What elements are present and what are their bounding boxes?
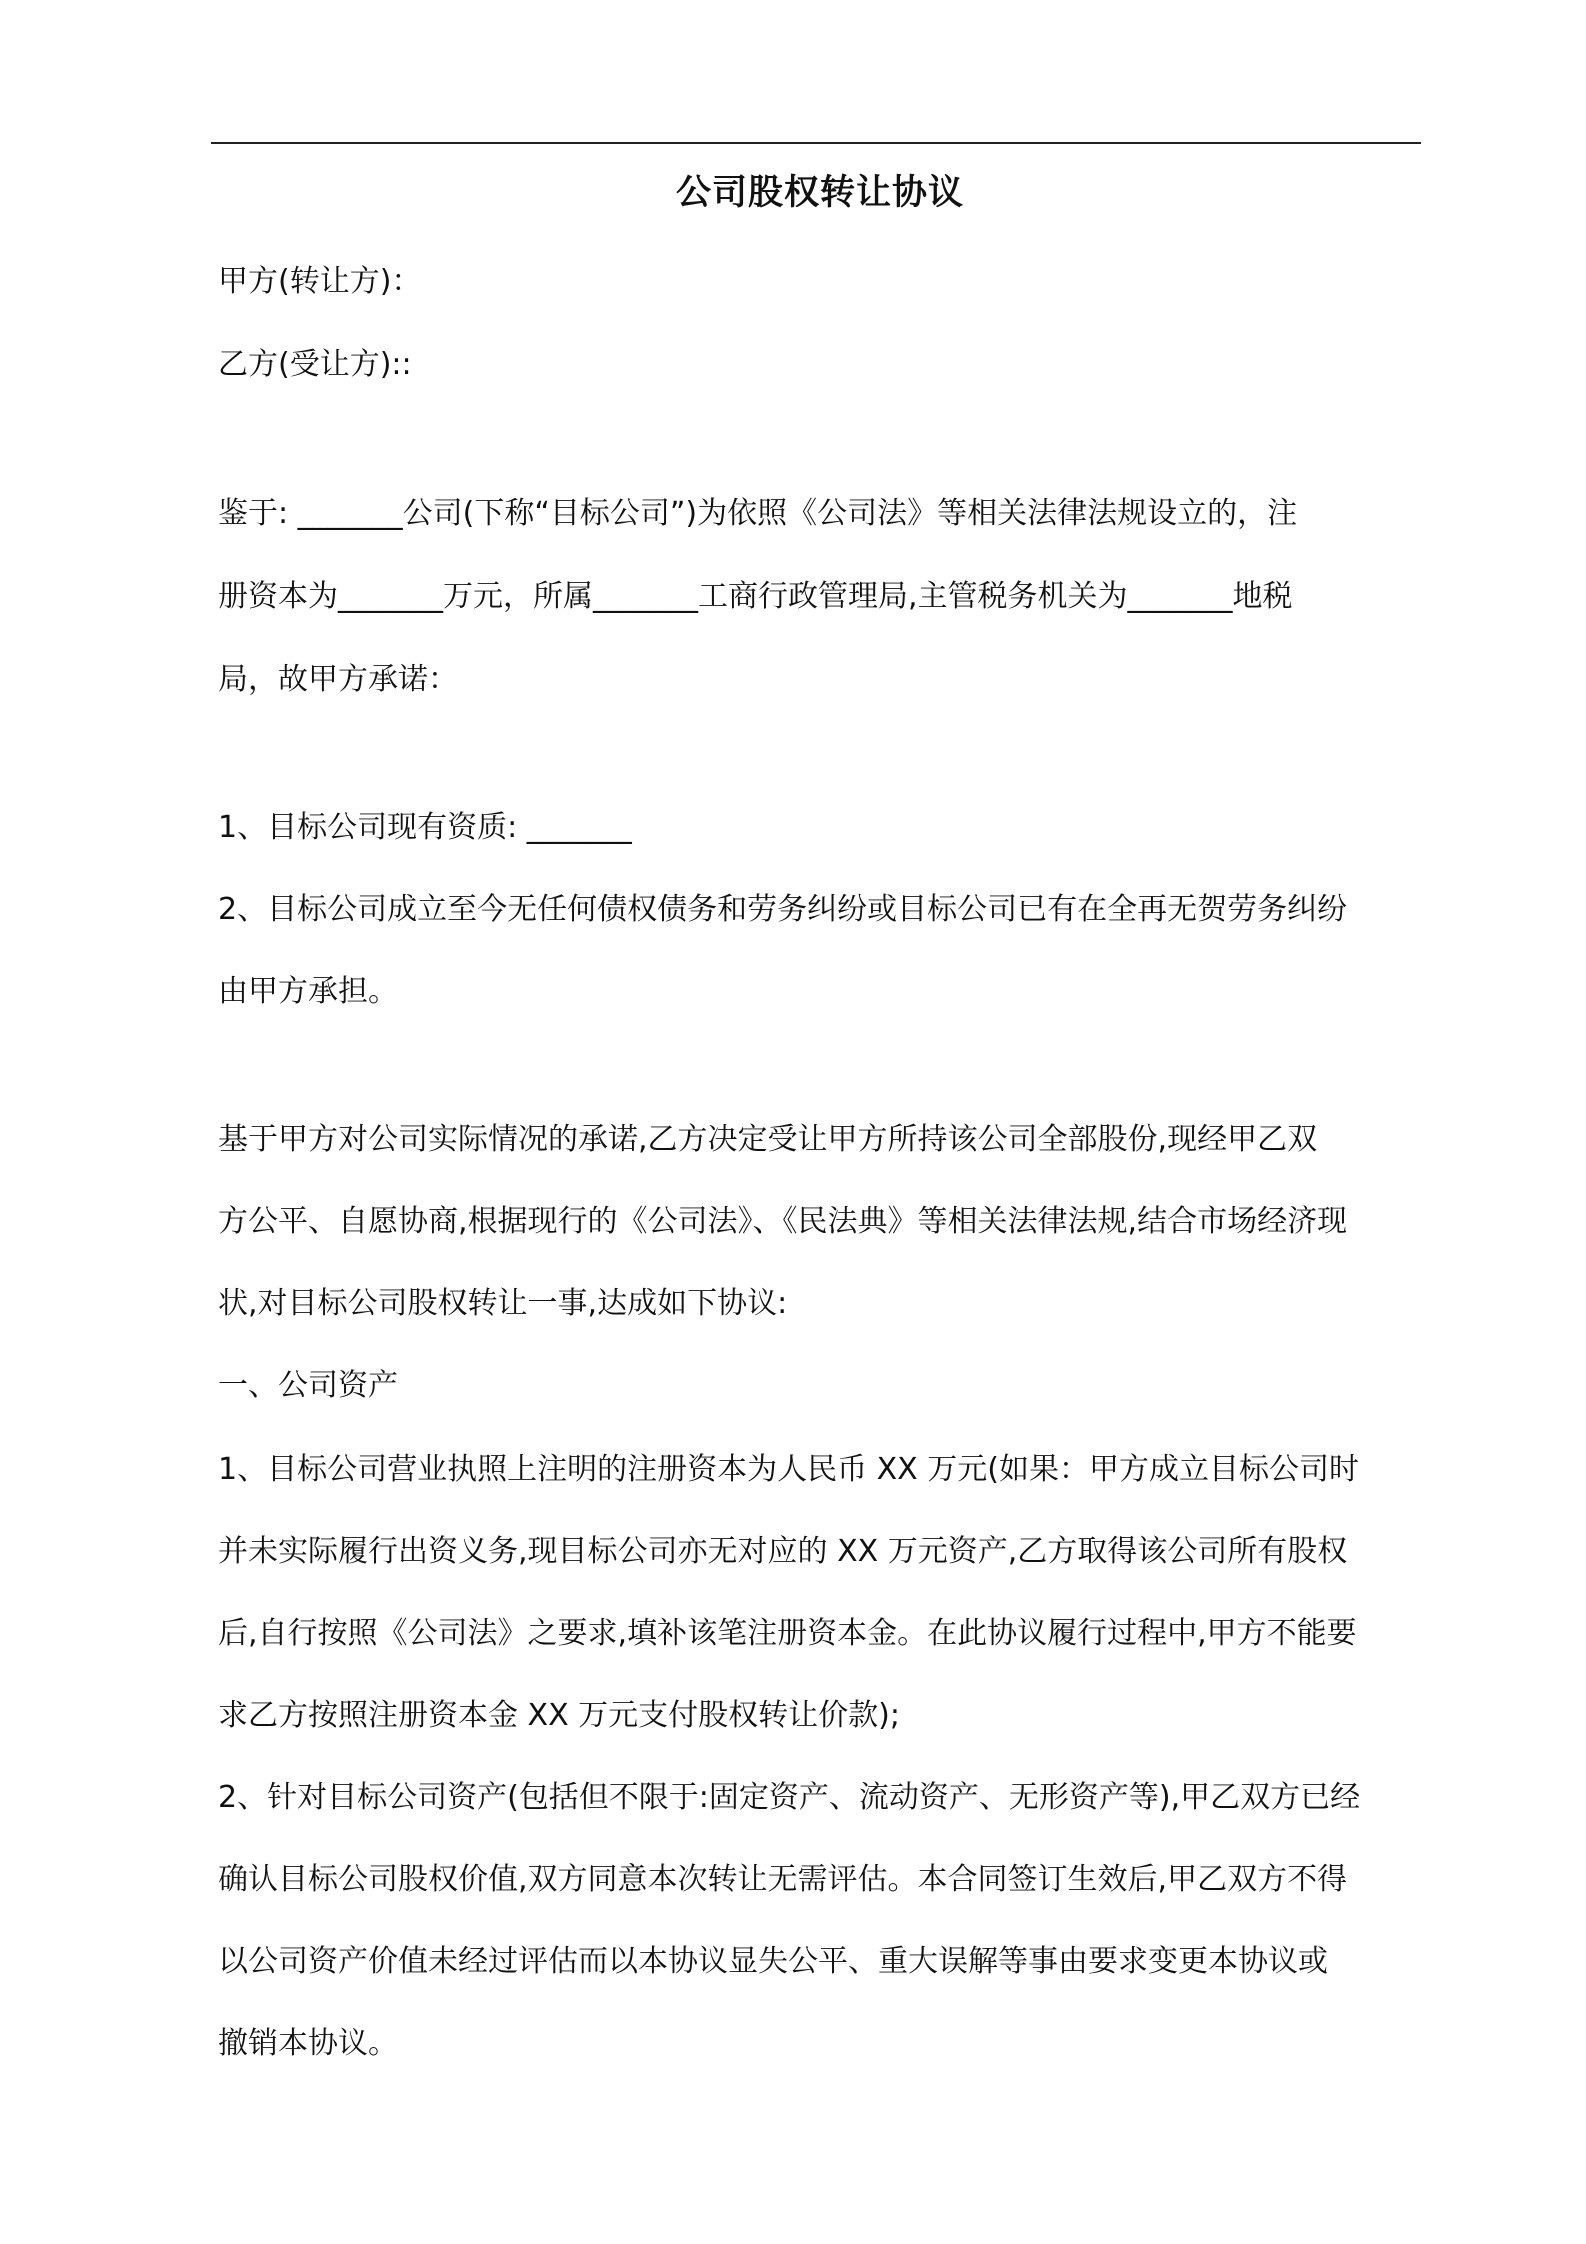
assets-clause-2-line-3: 以公司资产价值未经过评估而以本协议显失公平、重大误解等事由要求变更本协议或: [218, 1944, 1328, 1979]
assets-clause-1-line-3: 后,自行按照《公司法》之要求,填补该笔注册资本金。在此协议履行过程中,甲方不能要: [218, 1616, 1357, 1651]
section-heading-assets: 一、公司资产: [218, 1368, 398, 1403]
assets-clause-2-line-4: 撤销本协议。: [218, 2026, 398, 2061]
party-b-line: 乙方(受让方)::: [218, 347, 412, 382]
basis-line-1: 基于甲方对公司实际情况的承诺,乙方决定受让甲方所持该公司全部股份,现经甲乙双: [218, 1122, 1318, 1157]
assets-clause-1-line-1: 1、目标公司营业执照上注明的注册资本为人民币 XX 万元(如果：甲方成立目标公司时: [218, 1452, 1359, 1487]
recital-line-2: 册资本为_______万元，所属_______工商行政管理局,主管税务机关为_______地税: [218, 579, 1293, 614]
document-title: 公司股权转让协议: [675, 173, 964, 213]
assets-clause-2-line-2: 确认目标公司股权价值,双方同意本次转让无需评估。本合同签订生效后,甲乙双方不得: [218, 1862, 1348, 1897]
assets-clause-1-line-4: 求乙方按照注册资本金 XX 万元支付股权转让价款);: [218, 1698, 900, 1733]
header-rule: [211, 142, 1421, 144]
basis-line-3: 状,对目标公司股权转让一事,达成如下协议:: [218, 1286, 788, 1321]
party-a-line: 甲方(转让方)：: [218, 264, 422, 299]
promise-2-line-2: 由甲方承担。: [218, 974, 398, 1009]
recital-line-3: 局，故甲方承诺：: [218, 662, 458, 697]
assets-clause-2-line-1: 2、针对目标公司资产(包括但不限于:固定资产、流动资产、无形资产等),甲乙双方已经: [218, 1780, 1361, 1815]
basis-line-2: 方公平、自愿协商,根据现行的《公司法》、《民法典》等相关法律法规,结合市场经济现: [218, 1204, 1348, 1239]
assets-clause-1-line-2: 并未实际履行出资义务,现目标公司亦无对应的 XX 万元资产,乙方取得该公司所有股权: [218, 1534, 1348, 1569]
recital-line-1: 鉴于: _______公司(下称“目标公司”)为依照《公司法》等相关法律法规设立的，注: [218, 496, 1298, 531]
promise-2-line-1: 2、目标公司成立至今无任何债权债务和劳务纠纷或目标公司已有在全再无贺劳务纠纷: [218, 892, 1348, 927]
promise-1: 1、目标公司现有资质: _______: [218, 810, 632, 845]
